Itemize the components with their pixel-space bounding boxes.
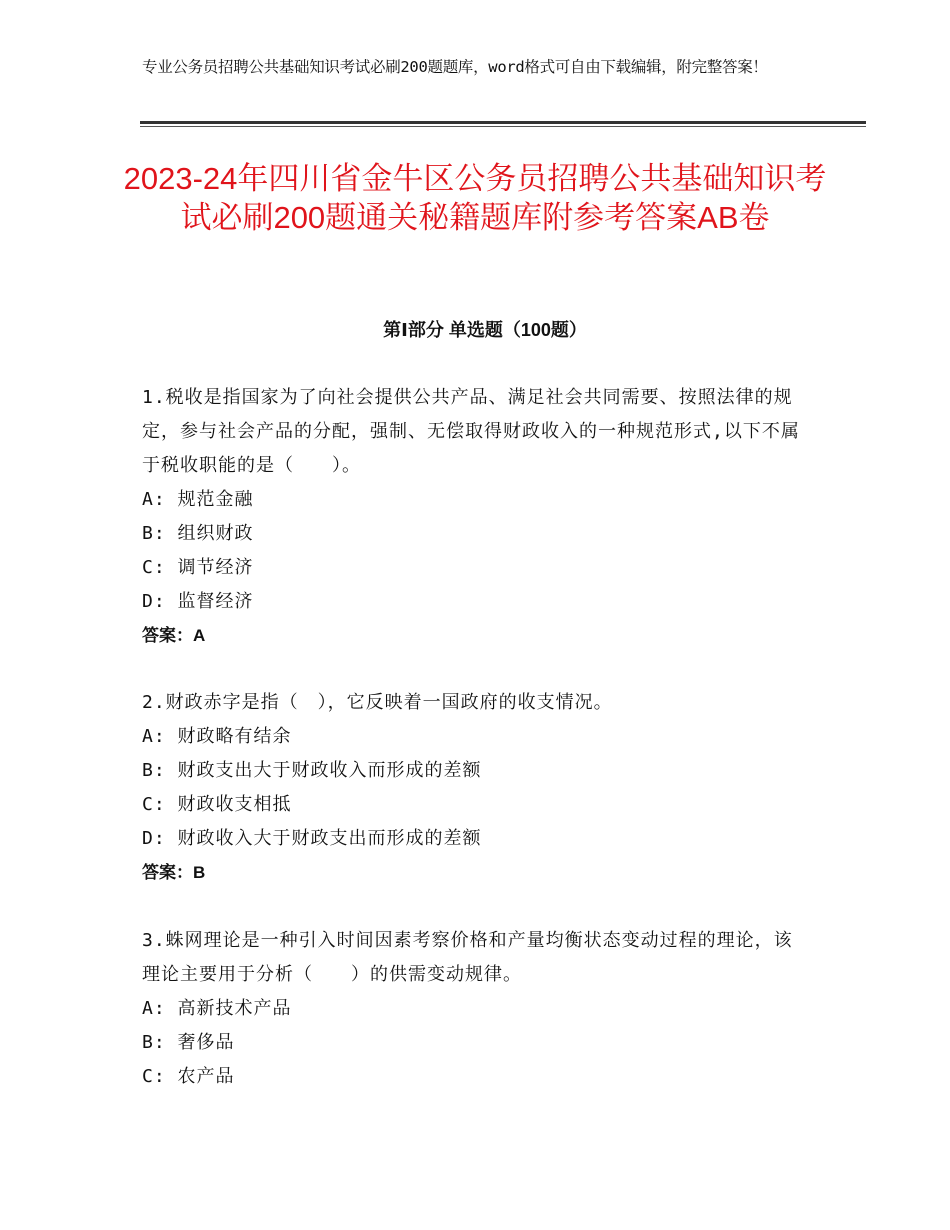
question-stem: 3.蛛网理论是一种引入时间因素考察价格和产量均衡状态变动过程的理论，该理论主要用于分析（ ）的供需变动规律。 <box>142 930 793 985</box>
question-3 <box>142 924 802 1094</box>
option-a: A: 规范金融 <box>142 489 254 510</box>
option-d: D: 财政收入大于财政支出而形成的差额 <box>142 828 482 849</box>
section-heading: 第Ⅰ部分 单选题（100题） <box>383 320 587 340</box>
header-note: 专业公务员招聘公共基础知识考试必刷200题题库，word格式可自由下载编辑，附完整答案！ <box>142 58 768 76</box>
option-a: A: 高新技术产品 <box>142 998 292 1019</box>
question-stem: 2.财政赤字是指（ ），它反映着一国政府的收支情况。 <box>142 692 613 713</box>
option-c: C: 农产品 <box>142 1066 235 1087</box>
option-b: B: 财政支出大于财政收入而形成的差额 <box>142 760 482 781</box>
option-b: B: 组织财政 <box>142 523 254 544</box>
option-c: C: 财政收支相抵 <box>142 794 292 815</box>
answer: 答案：A <box>142 626 206 645</box>
question-1 <box>142 381 802 653</box>
question-2 <box>142 686 802 890</box>
option-a: A: 财政略有结余 <box>142 726 292 747</box>
document-title: 2023-24年四川省金牛区公务员招聘公共基础知识考试必刷200题通关秘籍题库附参考答案AB卷 <box>123 161 827 235</box>
question-stem: 1.税收是指国家为了向社会提供公共产品、满足社会共同需要、按照法律的规定，参与社会产品的分配，强制、无偿取得财政收入的一种规范形式,以下不属于税收职能的是（ ）。 <box>142 387 800 476</box>
option-c: C: 调节经济 <box>142 557 254 578</box>
header-rule-thick <box>140 121 866 124</box>
option-d: D: 监督经济 <box>142 591 254 612</box>
header-rule-thin <box>140 126 866 127</box>
option-b: B: 奢侈品 <box>142 1032 235 1053</box>
answer: 答案：B <box>142 863 206 882</box>
